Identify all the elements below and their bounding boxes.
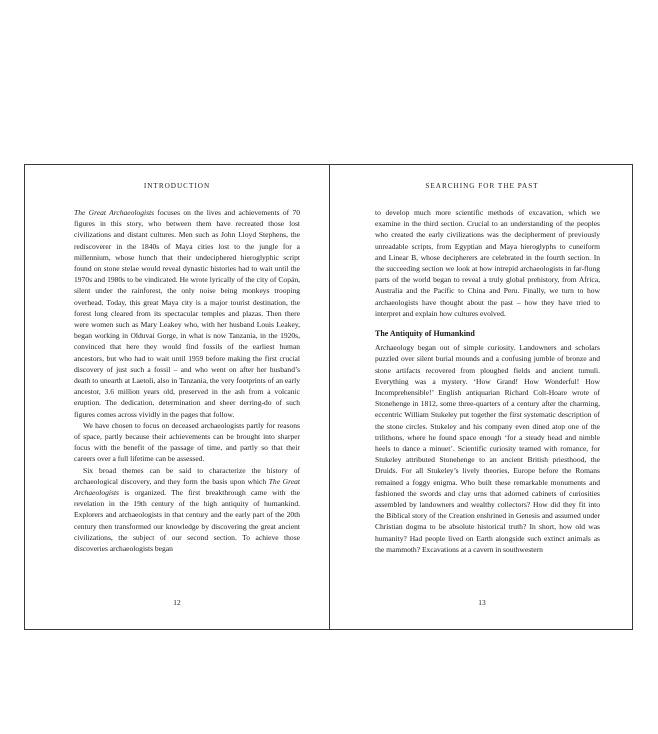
book-title: The Great Archaeologists [74,476,300,498]
section-heading: The Antiquity of Humankind [375,329,475,339]
paragraph [74,465,300,555]
paragraph [74,420,300,465]
paragraph-text: focuses on the lives and achievements of 70 figures in this story, who between them have recreated those lost civilizations and distant cultures. Men such as John Lloyd Stephens, the rediscoverer in the 1840s of Maya cities lost to the jungle for a millennium, whose hunch that their undeciphered hieroglyphic script found on stone stelae would reveal dynastic histories had to wait until the 1970s and 1980s to be vindicated. He wrote lyrically of the city of Copán, silent under the rainforest, the only noise being monkeys trooping overhead. Today, this great Maya city is a major tourist destination, the forest long cleared from its spectacular temples and plazas. Then there were women such as Mary Leakey who, with her husband Louis Leakey, began working in Olduvai Gorge, in what is now Tanzania, in the 1920s, convinced that here they would find fossils of the earliest human ancestors, but who had to wait until 1959 before making the first crucial discovery of just such a fossil – and who went on after her husband’s death to unearth at Laetoli, also in Tanzania, the very footprints of an early ancestor, 3.6 million years old, preserved in the ash from a volcanic eruption. The dedication, determination and sheer derring-do of such figures comes across vividly in the pages that follow. [74,208,300,419]
paragraph [375,342,600,555]
paragraph-text: We have chosen to focus on deceased archaeologists partly for reasons of space, partly because their achievements can be brought into sharper focus with the benefit of the passage of time, and partly so that their careers over a full lifetime can be assessed. [74,420,300,464]
right-page [330,165,634,629]
paragraph-text: to develop much more scientific methods of excavation, which we examine in the third section. Crucial to an understanding of the peoples who created the early civilizations was the decipherment of previously unreadable scripts, from Egyptian and Maya hieroglyphs to cuneiform and Linear B, whose decipherers are celebrated in the fourth section. In the succeeding section we look at how intrepid archaeologists in far-flung parts of the world began to reveal a truly global prehistory, from Africa, Australia and the Pacific to China and Peru. Finally, we turn to how archaeologists have thought about the past – how they have tried to interpret and explain how cultures evolved. [375,208,600,318]
left-page [25,165,329,629]
left-page-body [74,207,300,554]
book-spread [24,164,633,630]
running-head-left: INTRODUCTION [143,182,211,190]
book-title: The Great Archaeologists [74,208,155,217]
running-head-right: SEARCHING FOR THE PAST [425,182,539,190]
paragraph-text: Archaeology began out of simple curiosity. Landowners and scholars puzzled over silent burial mounds and a confusing jumble of bronze and stone artifacts recovered from ploughed fields and ancient tumuli. Everything was a mystery. ‘How Grand! How Wonderful! How Incomprehensible!’ English antiquarian Richard Colt-Hoare wrote of Stonehenge in 1812, some three-quarters of a century after the charming, eccentric William Stukeley put together the first systematic description of the stone circles. Stukeley and his company even dined atop one of the trilithons, where he found space enough ‘for a steady head and nimble heels to dance a minuet’. Scientific curiosity teamed with romance, for Stukeley attributed Stonehenge to an ancient British priesthood, the Druids. For all Stukeley’s lively theories, Europe before the Romans remained a foggy enigma. Who built these remarkable monuments and fashioned the swords and clay urns that adorned cabinets of curiosities assembled by landowners and wealthy collectors? How did they fit into the Biblical story of the Creation enshrined in Genesis and assumed under Christian dogma to be absolute historical truth? In short, how old was humanity? Had people lived on Earth alongside such extinct animals as the mammoth? Excavations at a cavern in southwestern [375,343,600,554]
paragraph [375,207,600,319]
page-number-right: 13 [478,598,486,607]
paragraph-text: is organized. The first breakthrough came with the revelation in the 19th century of the high antiquity of humankind. Explorers and archaeologists in that century and the early part of the 20th century then transformed our knowledge by discovering the great ancient civilizations, the subject of our second section. To achieve those discoveries archaeologists began [74,488,300,554]
page-number-left: 12 [173,598,181,607]
paragraph-text: Six broad themes can be said to characterize the history of archaeological discovery, and they form the basis upon which [74,465,300,486]
paragraph [74,207,300,420]
right-page-body [375,207,600,555]
